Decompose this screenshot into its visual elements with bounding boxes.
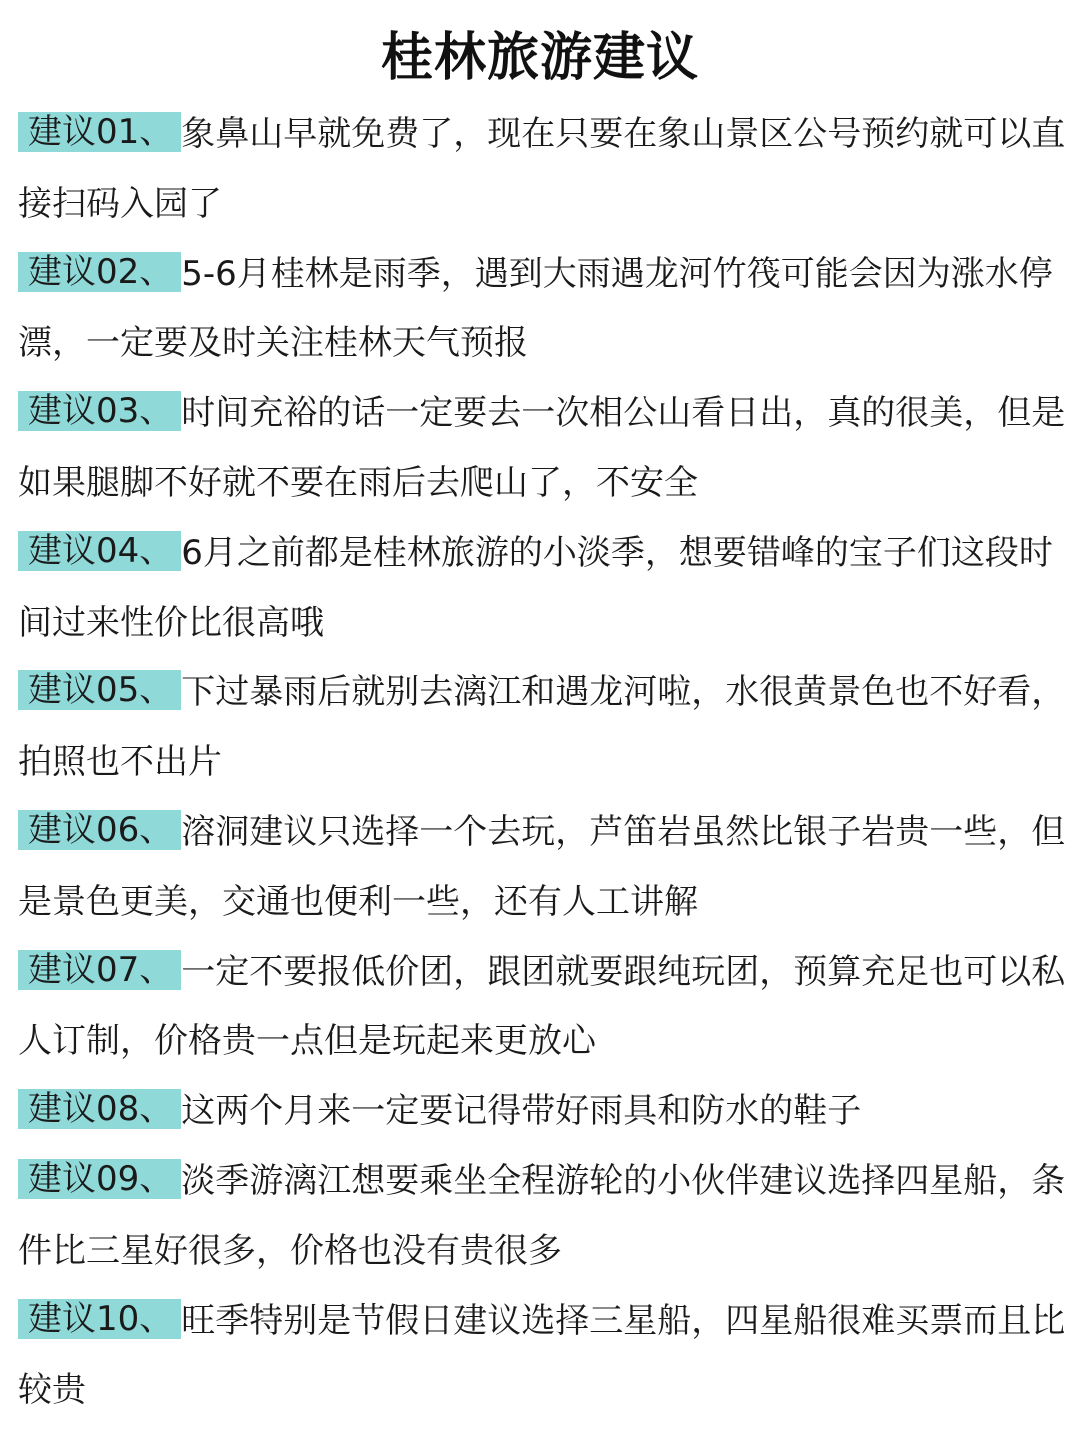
tip-label: 建议01、 [18, 112, 181, 152]
tip-item-03 [18, 379, 1066, 519]
tip-text: 5-6月桂林是雨季，遇到大雨遇龙河竹筏可能会因为涨水停漂，一定要及时关注桂林天气预报 [18, 253, 1053, 364]
tip-text: 时间充裕的话一定要去一次相公山看日出，真的很美，但是如果腿脚不好就不要在雨后去爬山了，不安全 [18, 393, 1066, 503]
tip-item-01 [18, 100, 1066, 240]
tip-label: 建议07、 [18, 950, 181, 990]
tip-item-08 [18, 1077, 1066, 1147]
tip-item-07 [18, 938, 1066, 1078]
tip-label: 建议02、 [18, 252, 181, 292]
tip-item-05 [18, 658, 1066, 798]
tip-label: 建议10、 [18, 1299, 181, 1339]
tip-label: 建议09、 [18, 1159, 181, 1199]
tip-text: 淡季游漓江想要乘坐全程游轮的小伙伴建议选择四星船，条件比三星好很多，价格也没有贵很多 [18, 1160, 1066, 1271]
tip-label: 建议03、 [18, 391, 181, 431]
tip-item-04 [18, 519, 1066, 659]
tip-text: 象鼻山早就免费了，现在只要在象山景区公号预约就可以直接扫码入园了 [18, 114, 1066, 224]
tip-text: 这两个月来一定要记得带好雨具和防水的鞋子 [181, 1091, 862, 1132]
tip-label: 建议05、 [18, 670, 181, 710]
tip-item-10 [18, 1287, 1066, 1427]
tip-text: 6月之前都是桂林旅游的小淡季，想要错峰的宝子们这段时间过来性价比很高哦 [18, 532, 1053, 643]
tips-list [18, 100, 1066, 1426]
tip-text: 一定不要报低价团，跟团就要跟纯玩团，预算充足也可以私人订制，价格贵一点但是玩起来更放心 [18, 951, 1066, 1062]
tip-item-06 [18, 798, 1066, 938]
tip-item-09 [18, 1147, 1066, 1287]
tip-label: 建议04、 [18, 531, 181, 571]
tip-text: 溶洞建议只选择一个去玩，芦笛岩虽然比银子岩贵一些，但是景色更美，交通也便利一些，还有人工讲解 [18, 811, 1066, 922]
page-title: 桂林旅游建议 [380, 28, 699, 88]
tip-item-02 [18, 240, 1066, 380]
tip-label: 建议08、 [18, 1089, 181, 1129]
tip-label: 建议06、 [18, 810, 181, 850]
tip-text: 旺季特别是节假日建议选择三星船，四星船很难买票而且比较贵 [18, 1300, 1066, 1411]
tip-text: 下过暴雨后就别去漓江和遇龙河啦，水很黄景色也不好看，拍照也不出片 [18, 672, 1066, 783]
